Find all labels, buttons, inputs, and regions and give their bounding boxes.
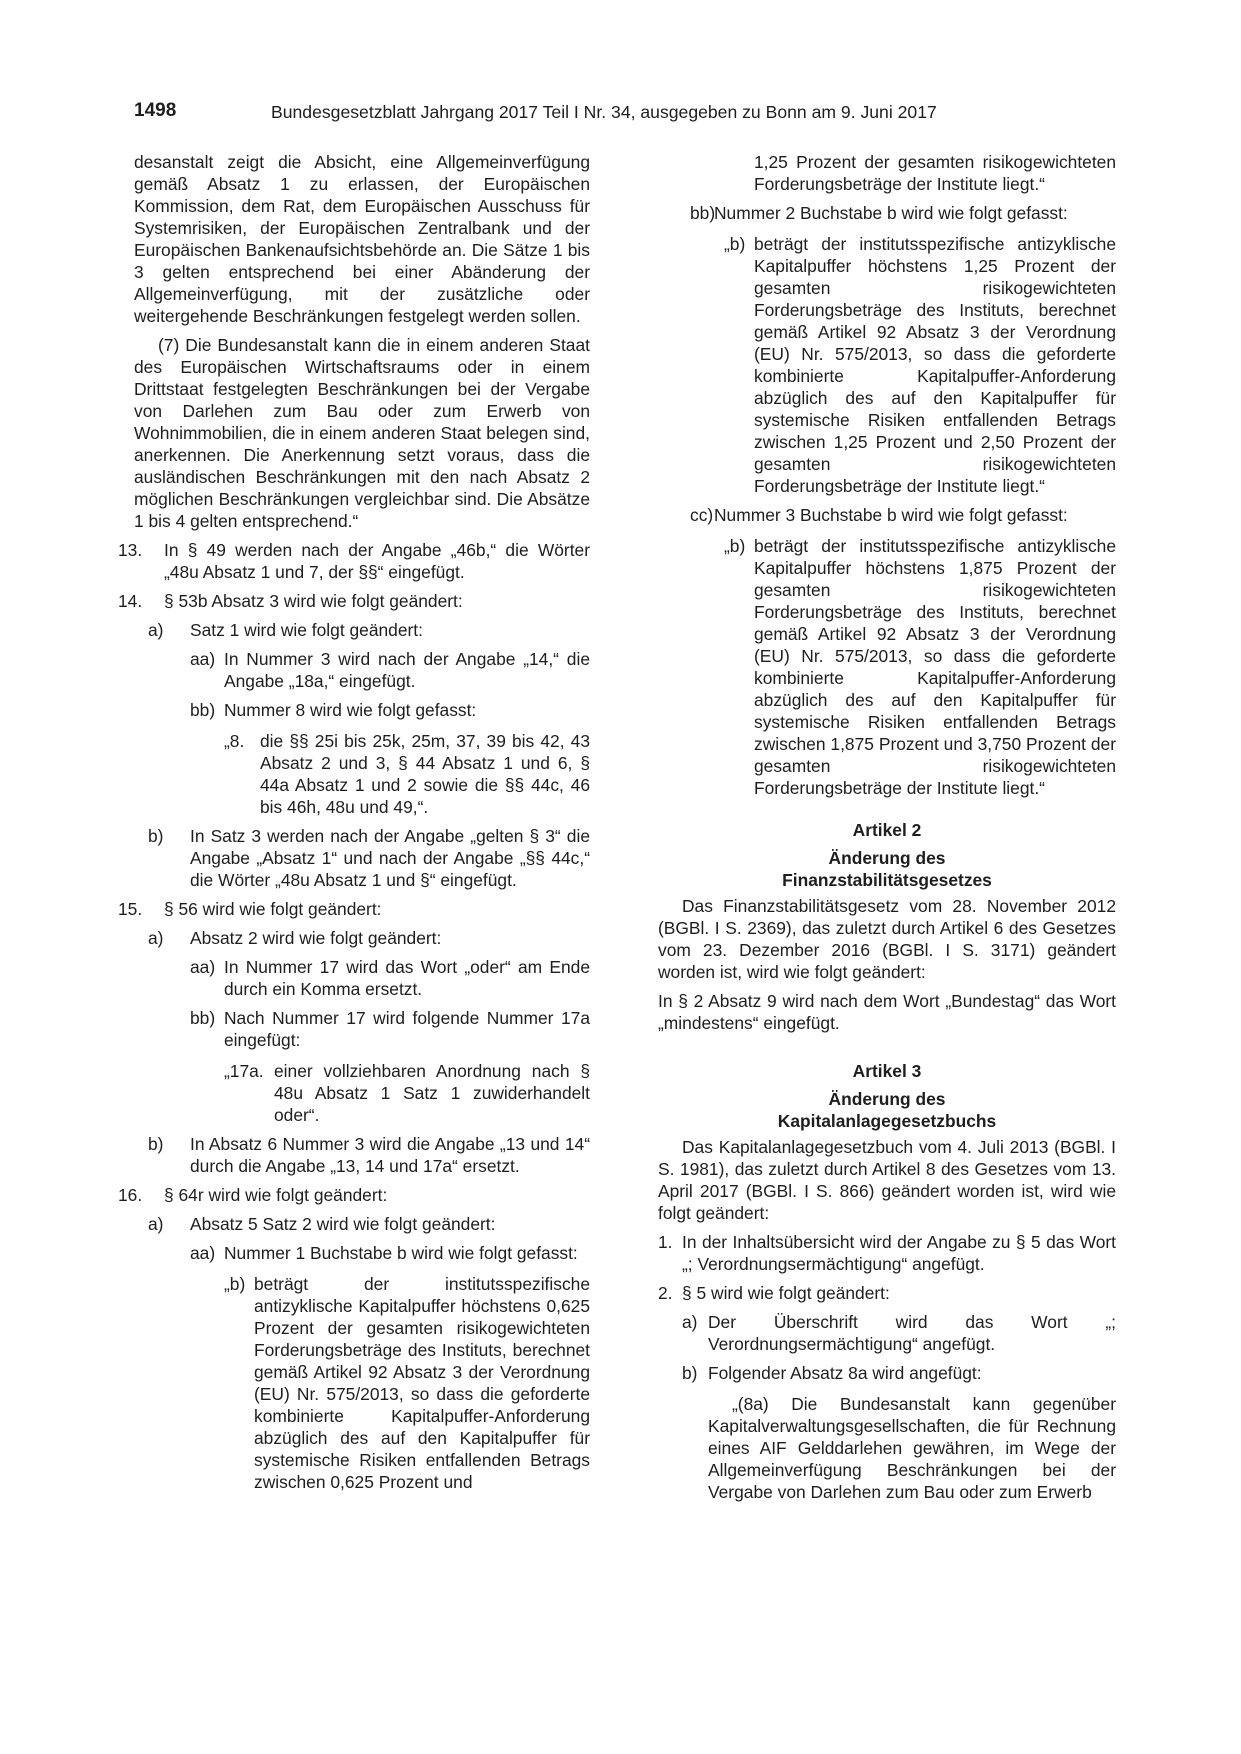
list-label: „b)	[724, 536, 746, 556]
list-item-15a-bb	[134, 1007, 590, 1051]
left-column	[118, 151, 590, 1493]
quoted-number-8	[134, 730, 590, 818]
list-text: § 53b Absatz 3 wird wie folgt geändert:	[164, 591, 463, 611]
quoted-letter-b-1	[134, 1273, 590, 1493]
article-3-item-2a	[658, 1311, 1116, 1355]
list-label: a)	[148, 1214, 164, 1234]
list-label: 16.	[118, 1185, 143, 1205]
article-2-title: Artikel 2	[852, 820, 922, 840]
list-text: In § 49 werden nach der Angabe „46b,“ die Wörter „48u Absatz 1 und 7, der §§“ eingefügt.	[164, 540, 590, 582]
quoted-number-17a	[134, 1060, 590, 1126]
list-text: Nummer 8 wird wie folgt gefasst:	[224, 700, 477, 720]
list-label: bb)	[190, 700, 216, 720]
article-3-subtitle-line2: Kapitalanlagegesetzbuchs	[777, 1111, 997, 1131]
list-label: 1.	[658, 1232, 673, 1252]
list-item-15a	[134, 927, 590, 949]
list-text: Der Überschrift wird das Wort „; Verordnungsermächtigung“ angefügt.	[708, 1312, 1116, 1354]
list-label: aa)	[190, 957, 216, 977]
list-text: die §§ 25i bis 25k, 25m, 37, 39 bis 42, 43 Absatz 2 und 3, § 44 Absatz 1 und 6, § 44a Absatz 1 und 2 sowie die §§ 44c, 46 bis 46h, 48u und 49,“.	[260, 731, 590, 817]
quoted-letter-b-1-continuation: 1,25 Prozent der gesamten risikogewichteten Forderungsbeträge der Institute liegt.“	[754, 152, 1116, 194]
article-2-subtitle-line1: Änderung des	[828, 848, 946, 868]
list-text: In Satz 3 werden nach der Angabe „gelten § 3“ die Angabe „Absatz 1“ und nach der Angabe „§§ 44c,“ die Wörter „48u Absatz 1 und §“ eingefügt.	[190, 826, 590, 890]
list-label: 13.	[118, 540, 143, 560]
list-label: „8.	[224, 731, 245, 751]
list-item-14b	[134, 825, 590, 891]
list-text: Absatz 5 Satz 2 wird wie folgt geändert:	[190, 1214, 496, 1234]
list-text: Satz 1 wird wie folgt geändert:	[190, 620, 423, 640]
quoted-letter-b-3	[658, 535, 1116, 799]
list-text: § 5 wird wie folgt geändert:	[682, 1283, 890, 1303]
article-3-heading	[658, 1060, 1116, 1132]
list-label: „b)	[724, 234, 746, 254]
page-header	[134, 100, 974, 124]
list-label: 14.	[118, 591, 143, 611]
list-item-14a-bb	[134, 699, 590, 721]
list-text: Nummer 2 Buchstabe b wird wie folgt gefasst:	[714, 203, 1068, 223]
article-3-paragraph-1: Das Kapitalanlagegesetzbuch vom 4. Juli 2013 (BGBl. I S. 1981), das zuletzt durch Artikel 8 des Gesetzes vom 13. April 2017 (BGBl. I S. 866) geändert worden ist, wird wie folgt geändert:	[658, 1137, 1116, 1223]
paragraph-continuation: desanstalt zeigt die Absicht, eine Allgemeinverfügung gemäß Absatz 1 zu erlassen, der Europäischen Kommission, dem Rat, dem Europäischen Ausschuss für Systemrisiken, der Europäischen Zentralbank und der Europäischen Bankenaufsichtsbehörde an. Die Sätze 1 bis 3 gelten entsprechend bei einer Abänderung der Allgemeinverfügung, mit der zusätzliche oder weitergehende Beschränkungen festgelegt werden sollen.	[134, 152, 590, 326]
list-item-13	[118, 539, 590, 583]
list-item-15b	[134, 1133, 590, 1177]
list-item-15	[118, 898, 590, 920]
article-3-title: Artikel 3	[852, 1061, 922, 1081]
article-3-item-2	[658, 1282, 1116, 1304]
list-label: „17a.	[224, 1061, 264, 1081]
list-label: b)	[148, 826, 164, 846]
list-text: Nummer 3 Buchstabe b wird wie folgt gefasst:	[714, 505, 1068, 525]
list-item-15a-aa	[134, 956, 590, 1000]
list-text: Nach Nummer 17 wird folgende Nummer 17a eingefügt:	[224, 1008, 590, 1050]
list-item-16a-bb	[658, 202, 1116, 224]
page-number: 1498	[134, 100, 177, 121]
article-3-item-1	[658, 1231, 1116, 1275]
list-label: cc)	[690, 505, 714, 525]
list-text: beträgt der institutsspezifische antizyklische Kapitalpuffer höchstens 0,625 Prozent der gesamten risikogewichteten Forderungsbeträge des Instituts, berechnet gemäß Artikel 92 Absatz 3 der Verordnung (EU) Nr. 575/2013, so dass die geforderte kombinierte Kapitalpuffer-Anforderung abzüglich des auf den Kapitalpuffer für systemische Risiken entfallenden Betrags zwischen 0,625 Prozent und	[254, 1274, 590, 1492]
list-text: Absatz 2 wird wie folgt geändert:	[190, 928, 442, 948]
list-item-16a	[134, 1213, 590, 1235]
list-text: beträgt der institutsspezifische antizyklische Kapitalpuffer höchstens 1,875 Prozent der gesamten risikogewichteten Forderungsbeträge des Instituts, berechnet gemäß Artikel 92 Absatz 3 der Verordnung (EU) Nr. 575/2013, so dass die geforderte kombinierte Kapitalpuffer-Anforderung abzüglich des auf den Kapitalpuffer für systemische Risiken entfallenden Betrags zwischen 1,875 Prozent und 3,750 Prozent der gesamten risikogewichteten Forderungsbeträge der Institute liegt.“	[754, 536, 1116, 798]
list-label: a)	[682, 1312, 698, 1332]
list-text: einer vollziehbaren Anordnung nach § 48u Absatz 1 Satz 1 zuwiderhandelt oder“.	[274, 1061, 590, 1125]
list-text: beträgt der institutsspezifische antizyklische Kapitalpuffer höchstens 1,25 Prozent der gesamten risikogewichteten Forderungsbeträge des Instituts, berechnet gemäß Artikel 92 Absatz 3 der Verordnung (EU) Nr. 575/2013, so dass die geforderte kombinierte Kapitalpuffer-Anforderung abzüglich des auf den Kapitalpuffer für systemische Risiken entfallenden Betrags zwischen 1,25 Prozent und 2,50 Prozent der gesamten risikogewichteten Forderungsbeträge der Institute liegt.“	[754, 234, 1116, 496]
quoted-letter-b-2	[658, 233, 1116, 497]
list-text: In Absatz 6 Nummer 3 wird die Angabe „13 und 14“ durch die Angabe „13, 14 und 17a“ ersetzt.	[190, 1134, 590, 1176]
list-text: Folgender Absatz 8a wird angefügt:	[708, 1363, 982, 1383]
list-label: aa)	[190, 649, 216, 669]
right-column	[658, 151, 1116, 1503]
list-text: In der Inhaltsübersicht wird der Angabe zu § 5 das Wort „; Verordnungsermächtigung“ angefügt.	[682, 1232, 1116, 1274]
article-3-item-2b	[658, 1362, 1116, 1384]
article-3-subtitle-line1: Änderung des	[828, 1089, 946, 1109]
list-item-16	[118, 1184, 590, 1206]
list-label: a)	[148, 620, 164, 640]
article-3-absatz-8a: „(8a) Die Bundesanstalt kann gegenüber Kapitalverwaltungsgesellschaften, die für Rechnung eines AIF Gelddarlehen gewähren, im Wege der Allgemeinverfügung Beschränkungen bei der Vergabe von Darlehen zum Bau oder zum Erwerb	[708, 1394, 1116, 1502]
list-label: b)	[682, 1363, 698, 1383]
list-item-14	[118, 590, 590, 612]
article-2-subtitle-line2: Finanzstabilitätsgesetzes	[782, 870, 992, 890]
article-2-heading	[658, 819, 1116, 891]
paragraph-7: (7) Die Bundesanstalt kann die in einem anderen Staat des Europäischen Wirtschaftsraums oder in einem Drittstaat festgelegten Beschränkungen bei der Vergabe von Darlehen zum Bau oder zum Erwerb von Wohnimmobilien, die in einem anderen Staat belegen sind, anerkennen. Die Anerkennung setzt voraus, dass die ausländischen Beschränkungen mit den nach Absatz 2 möglichen Beschränkungen vergleichbar sind. Die Absätze 1 bis 4 gelten entsprechend.“	[134, 335, 590, 531]
list-label: „b)	[224, 1274, 246, 1294]
article-2-paragraph-1: Das Finanzstabilitätsgesetz vom 28. November 2012 (BGBl. I S. 2369), das zuletzt durch Artikel 6 des Gesetzes vom 23. Dezember 2016 (BGBl. I S. 3171) geändert worden ist, wird wie folgt geändert:	[658, 896, 1116, 982]
list-label: 15.	[118, 899, 143, 919]
list-text: § 64r wird wie folgt geändert:	[164, 1185, 388, 1205]
list-label: aa)	[190, 1243, 216, 1263]
list-item-16a-aa	[134, 1242, 590, 1264]
list-text: Nummer 1 Buchstabe b wird wie folgt gefasst:	[224, 1243, 578, 1263]
list-label: 2.	[658, 1283, 673, 1303]
list-label: a)	[148, 928, 164, 948]
list-label: b)	[148, 1134, 164, 1154]
list-text: § 56 wird wie folgt geändert:	[164, 899, 382, 919]
list-text: In Nummer 3 wird nach der Angabe „14,“ die Angabe „18a,“ eingefügt.	[224, 649, 590, 691]
list-item-14a	[134, 619, 590, 641]
running-head: Bundesgesetzblatt Jahrgang 2017 Teil I Nr. 34, ausgegeben zu Bonn am 9. Juni 2017	[271, 102, 937, 122]
list-label: bb)	[690, 203, 716, 223]
list-item-14a-aa	[134, 648, 590, 692]
list-label: bb)	[190, 1008, 216, 1028]
list-text: In Nummer 17 wird das Wort „oder“ am Ende durch ein Komma ersetzt.	[224, 957, 590, 999]
article-2-paragraph-2: In § 2 Absatz 9 wird nach dem Wort „Bundestag“ das Wort „mindestens“ eingefügt.	[658, 991, 1116, 1033]
list-item-16a-cc	[658, 504, 1116, 526]
